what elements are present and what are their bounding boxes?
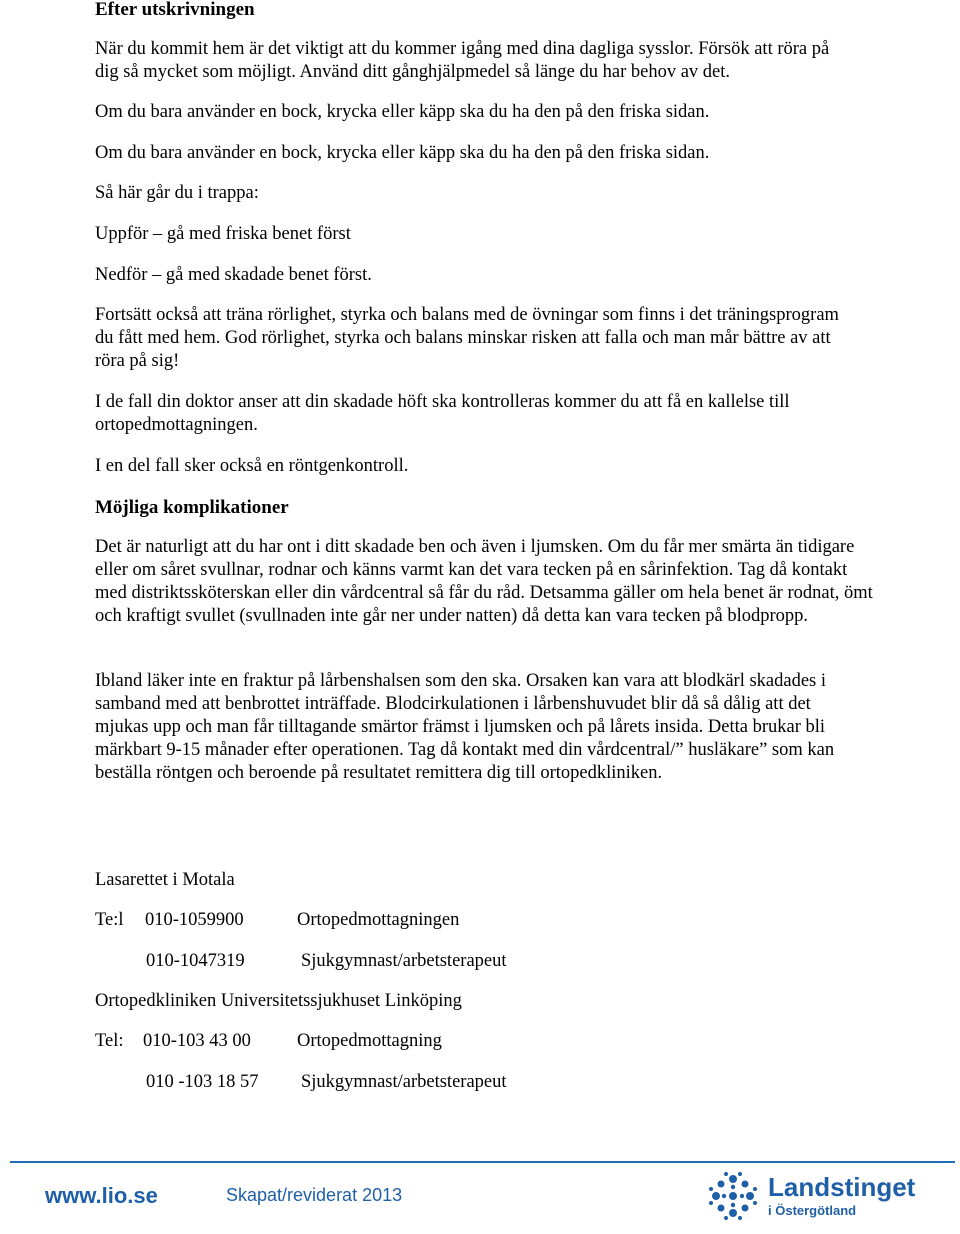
paragraph: I de fall din doktor anser att din skadade höft ska kontrolleras kommer du att få en kallelse till ortopedmottagningen. [95, 392, 790, 435]
logo-subtitle: i Östergötland [768, 1203, 857, 1218]
phone-number: 010-1047319 [146, 951, 245, 971]
logo-title: Landstinget [768, 1172, 916, 1202]
paragraph: Om du bara använder en bock, krycka eller käpp ska du ha den på den friska sidan. [95, 143, 710, 163]
phone-number: 010-103 43 00 [143, 1031, 251, 1051]
revision-note: Skapat/reviderat 2013 [226, 1185, 403, 1205]
department-name: Sjukgymnast/arbetsterapeut [301, 951, 507, 971]
department-name: Sjukgymnast/arbetsterapeut [301, 1072, 507, 1092]
paragraph: Uppför – gå med friska benet först [95, 224, 351, 244]
website-link[interactable]: www.lio.se [45, 1183, 158, 1208]
phone-label: Te:l [95, 910, 124, 930]
paragraph: Så här går du i trappa: [95, 183, 259, 203]
landstinget-logo-icon [706, 1169, 760, 1223]
department-name: Ortopedmottagning [297, 1031, 442, 1051]
footer [0, 1163, 960, 1234]
hospital-name: Lasarettet i Motala [95, 870, 235, 890]
section-heading-after-discharge: Efter utskrivningen [95, 0, 255, 20]
section-heading-complications: Möjliga komplikationer [95, 497, 289, 518]
paragraph: När du kommit hem är det viktigt att du kommer igång med dina dagliga sysslor. Försök att röra på dig så mycket som möjligt. Använd ditt gånghjälpmedel så länge du har behov av det. [95, 39, 830, 82]
paragraph: Fortsätt också att träna rörlighet, styrka och balans med de övningar som finns i det träningsprogram du fått med hem. God rörlighet, styrka och balans minskar risken att falla och man mår bättre av att röra på sig! [95, 305, 839, 371]
hospital-name: Ortopedkliniken Universitetssjukhuset Linköping [95, 991, 462, 1011]
phone-number: 010-1059900 [145, 910, 244, 930]
phone-label: Tel: [95, 1031, 124, 1051]
paragraph: Ibland läker inte en fraktur på lårbenshalsen som den ska. Orsaken kan vara att blodkärl skadades i samband med att benbrottet inträffade. Blodcirkulationen i lårbenshuvudet blir då så dålig att det mjukas upp och man får tilltagande smärtor främst i ljumsken och på lårets insida. Detta brukar bli märkbart 9-15 månader efter operationen. Tag då kontakt med din vårdcentral/” husläkare” som kan beställa röntgen och beroende på resultatet remittera dig till ortopedkliniken. [95, 671, 835, 783]
paragraph: Om du bara använder en bock, krycka eller käpp ska du ha den på den friska sidan. [95, 102, 710, 122]
paragraph: I en del fall sker också en röntgenkontroll. [95, 456, 409, 476]
phone-number: 010 -103 18 57 [146, 1072, 259, 1092]
department-name: Ortopedmottagningen [297, 910, 460, 930]
paragraph: Nedför – gå med skadade benet först. [95, 265, 372, 285]
paragraph: Det är naturligt att du har ont i ditt skadade ben och även i ljumsken. Om du får mer smärta än tidigare eller om såret svullnar, rodnar och känns varmt kan det vara tecken på en sårinfektion. Tag då kontakt med distriktssköterskan eller din vårdcentral så får du råd. Detsamma gäller om hela benet är rodnat, ömt och kraftigt svullet (svullnaden inte går ner under natten) då detta kan vara tecken på blodpropp. [95, 537, 873, 626]
